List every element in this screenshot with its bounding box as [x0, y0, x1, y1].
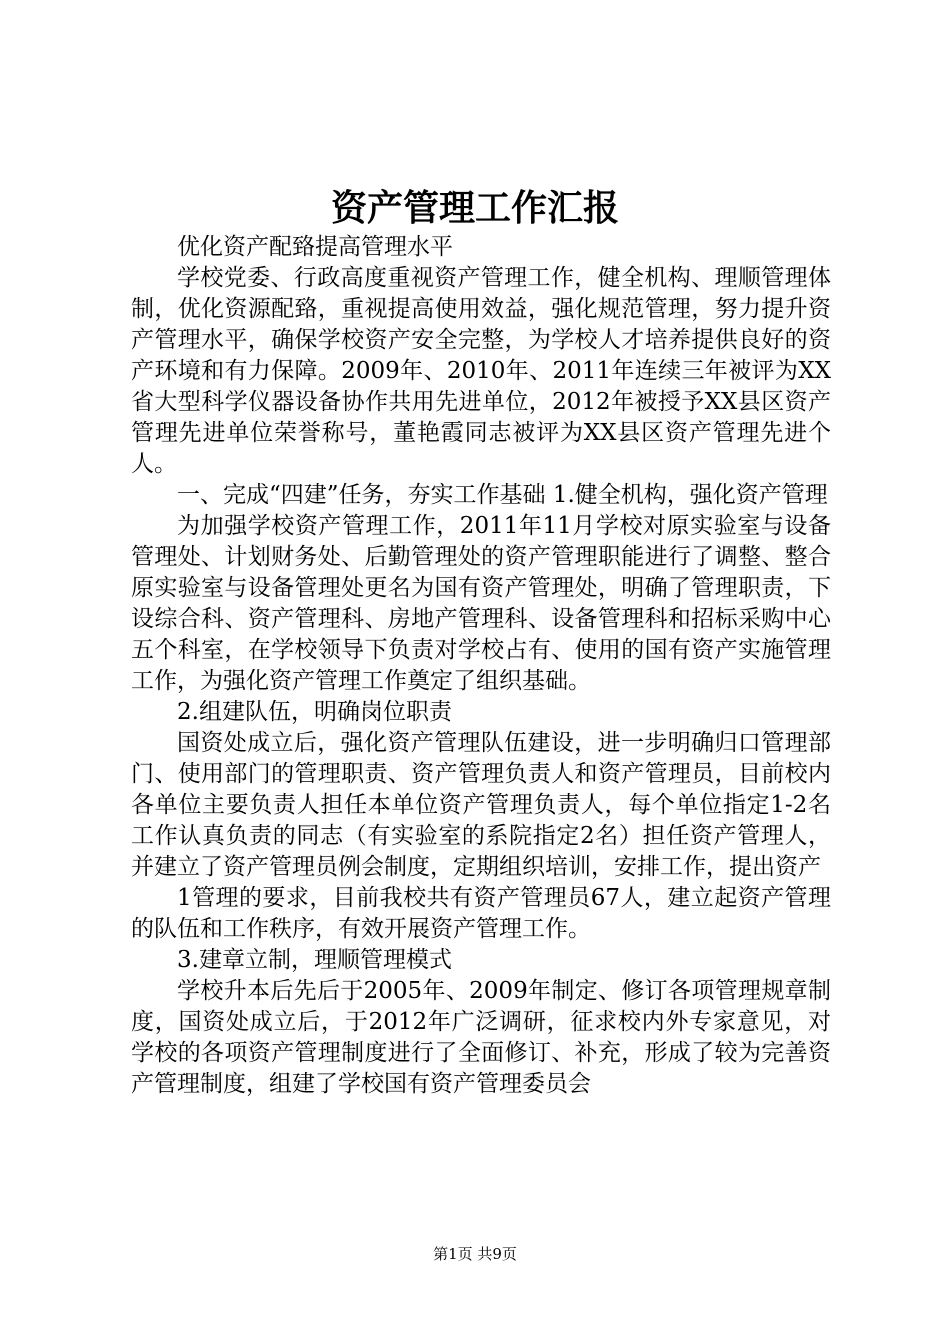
paragraph-organization: 为加强学校资产管理工作，2011年11月学校对原实验室与设备管理处、计划财务处、后勤管理处的资产管理职能进行了调整、整合原实验室与设备管理处更名为国有资产管理处，明确了管理职责，下设综合科、资产管理科、房地产管理科、设备管理科和招标采购中心五个科室，在学校领导下负责对学校占有、使用的国有资产实施管理工作，为强化资产管理工作奠定了组织基础。 [131, 513, 831, 694]
section-heading-3: 3.建章立制，理顺管理模式 [177, 947, 452, 973]
document-title: 资产管理工作汇报 [330, 187, 619, 229]
page-footer: 第1页 共9页 [433, 1245, 517, 1263]
paragraph-regulations: 学校升本后先后于2005年、2009年制定、修订各项管理规章制度，国资处成立后，于2012年广泛调研，征求校内外专家意见，对学校的各项资产管理制度进行了全面修订、补充，形成了较为完善资产管理制度，组建了学校国有资产管理委员会 [131, 978, 831, 1097]
paragraph-team-continued: 1管理的要求，目前我校共有资产管理员67人，建立起资产管理的队伍和工作秩序，有效开展资产管理工作。 [131, 885, 831, 942]
section-heading-2: 2.组建队伍，明确岗位职责 [177, 699, 452, 725]
paragraph-subtitle: 优化资产配臵提高管理水平 [177, 234, 453, 260]
paragraph-intro: 学校党委、行政高度重视资产管理工作，健全机构、理顺管理体制，优化资源配臵，重视提高使用效益，强化规范管理，努力提升资产管理水平，确保学校资产安全完整，为学校人才培养提供良好的资产环境和有力保障。2009年、2010年、2011年连续三年被评为XX省大型科学仪器设备协作共用先进单位，2012年被授予XX县区资产管理先进单位荣誉称号，董艳霞同志被评为XX县区资产管理先进个人。 [131, 265, 831, 477]
paragraph-team: 国资处成立后，强化资产管理队伍建设，进一步明确归口管理部门、使用部门的管理职责、资产管理负责人和资产管理员，目前校内各单位主要负责人担任本单位资产管理负责人，每个单位指定1-2名工作认真负责的同志（有实验室的系院指定2名）担任资产管理人，并建立了资产管理员例会制度，定期组织培训，安排工作，提出资产 [131, 730, 831, 880]
section-heading-1: 一、完成“四建”任务，夯实工作基础 1.健全机构，强化资产管理 [177, 482, 828, 508]
document-body [131, 232, 831, 1100]
